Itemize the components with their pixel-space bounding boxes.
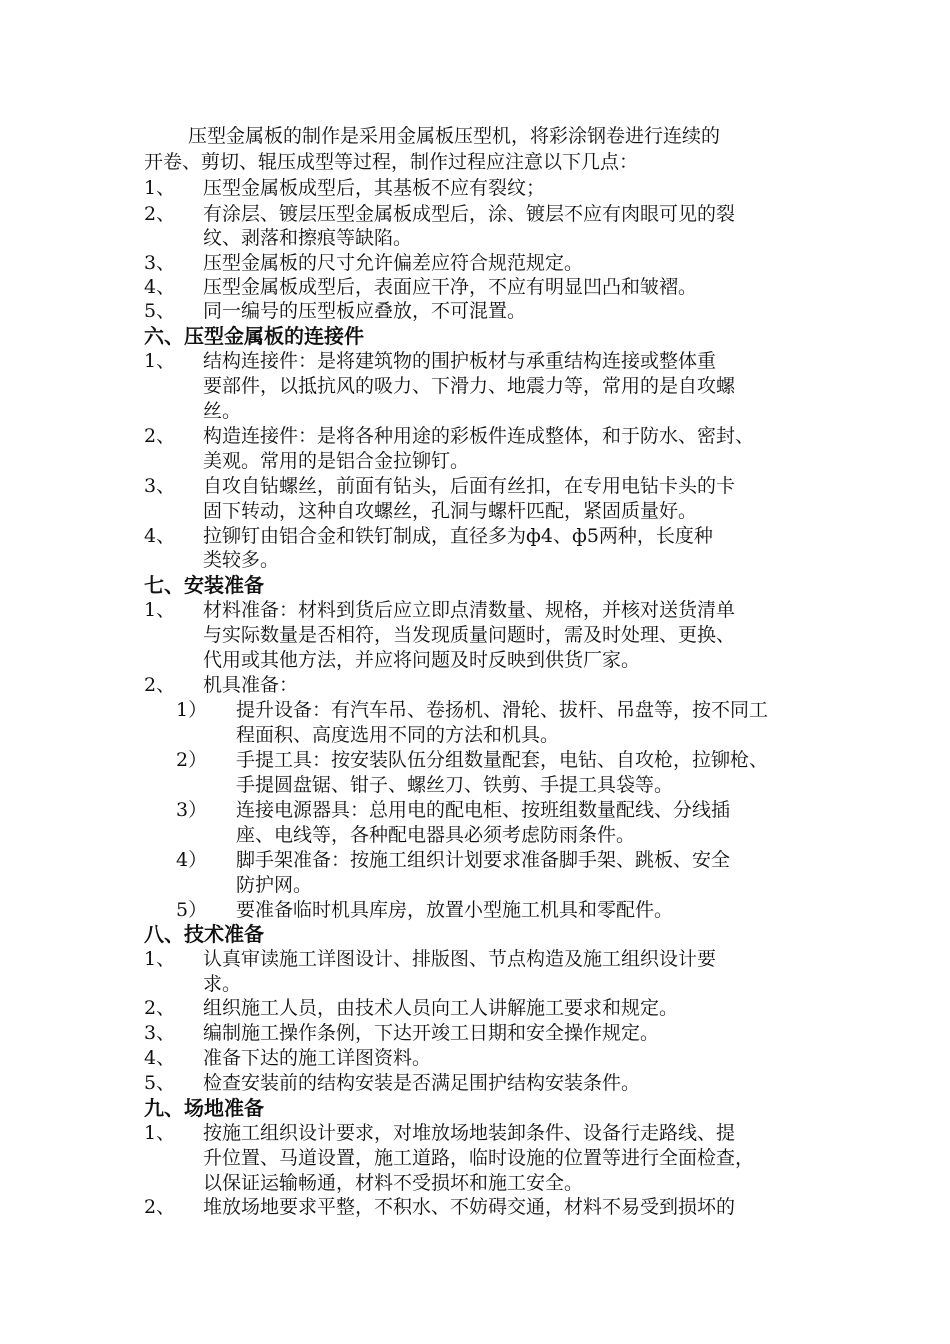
section-heading: 七、安装准备 [144, 573, 264, 597]
list-item-continuation: 丝。 [203, 400, 242, 422]
list-item: 2、 堆放场地要求平整，不积水、不妨碍交通，材料不易受到损坏的 [144, 1196, 736, 1218]
list-item-continuation: 升位置、马道设置，施工道路，临时设施的位置等进行全面检查， [203, 1147, 755, 1169]
list-item: 2、 机具准备： [144, 674, 299, 696]
list-item: 1、 材料准备：材料到货后应立即点清数量、规格，并核对送货清单 [144, 599, 736, 621]
list-item: 1、 认真审读施工详图设计、排版图、节点构造及施工组织设计要 [144, 948, 717, 970]
list-item: 5、 检查安装前的结构安装是否满足围护结构安装条件。 [144, 1072, 641, 1094]
list-item-continuation: 要部件，以抵抗风的吸力、下滑力、地震力等，常用的是自攻螺 [203, 375, 736, 397]
list-item: 3、 自攻自钻螺丝，前面有钻头，后面有丝扣，在专用电钻卡头的卡 [144, 475, 736, 497]
sub-list-item-continuation: 程面积、高度选用不同的方法和机具。 [236, 724, 560, 746]
sub-list-item: 1） 提升设备：有汽车吊、卷扬机、滑轮、拔杆、吊盘等，按不同工 [176, 699, 769, 721]
sub-list-item: 3） 连接电源器具：总用电的配电柜、按班组数量配线、分线插 [176, 799, 731, 821]
list-item-continuation: 代用或其他方法，并应将问题及时反映到供货厂家。 [203, 649, 641, 671]
list-item: 2、 构造连接件：是将各种用途的彩板件连成整体，和于防水、密封、 [144, 425, 755, 447]
list-item-continuation: 美观。常用的是铝合金拉铆钉。 [203, 450, 470, 472]
sub-list-item: 5） 要准备临时机具库房，放置小型施工机具和零配件。 [176, 899, 674, 921]
section-heading: 九、场地准备 [144, 1096, 264, 1120]
list-item: 3、 压型金属板的尺寸允许偏差应符合规范规定。 [144, 252, 584, 274]
sub-list-item-continuation: 防护网。 [236, 874, 313, 896]
sub-list-item: 2） 手提工具：按安装队伍分组数量配套，电钻、自攻枪，拉铆枪、 [176, 749, 769, 771]
sub-list-item-continuation: 座、电线等，各种配电器具必须考虑防雨条件。 [236, 824, 636, 846]
list-item-continuation: 以保证运输畅通，材料不受损坏和施工安全。 [203, 1172, 584, 1194]
list-item: 1、 压型金属板成型后，其基板不应有裂纹； [144, 177, 546, 199]
list-item: 5、 同一编号的压型板应叠放，不可混置。 [144, 300, 527, 322]
intro-line: 开卷、剪切、辊压成型等过程，制作过程应注意以下几点： [144, 151, 639, 173]
list-item: 2、 组织施工人员，由技术人员向工人讲解施工要求和规定。 [144, 997, 679, 1019]
list-item-continuation: 纹、剥落和擦痕等缺陷。 [203, 227, 413, 249]
list-item: 4、 压型金属板成型后，表面应干净，不应有明显凹凸和皱褶。 [144, 276, 698, 298]
list-item: 4、 拉铆钉由铝合金和铁钉制成，直径多为ф4、ф5两种，长度种 [144, 525, 713, 547]
sub-list-item-continuation: 手提圆盘锯、钳子、螺丝刀、铁剪、手提工具袋等。 [236, 774, 674, 796]
list-item-continuation: 类较多。 [203, 549, 280, 571]
list-item: 4、 准备下达的施工详图资料。 [144, 1047, 432, 1069]
sub-list-item: 4） 脚手架准备：按施工组织计划要求准备脚手架、跳板、安全 [176, 849, 731, 871]
list-item: 1、 按施工组织设计要求，对堆放场地装卸条件、设备行走路线、提 [144, 1122, 736, 1144]
list-item-continuation: 与实际数量是否相符，当发现质量问题时，需及时处理、更换、 [203, 624, 736, 646]
list-item: 1、 结构连接件：是将建筑物的围护板材与承重结构连接或整体重 [144, 350, 717, 372]
list-item: 3、 编制施工操作条例，下达开竣工日期和安全操作规定。 [144, 1022, 660, 1044]
section-heading: 八、技术准备 [144, 922, 264, 946]
intro-line: 压型金属板的制作是采用金属板压型机，将彩涂钢卷进行连续的 [188, 125, 721, 147]
list-item-continuation: 固下转动，这种自攻螺丝，孔洞与螺杆匹配，紧固质量好。 [203, 500, 698, 522]
list-item-continuation: 求。 [203, 973, 242, 995]
section-heading: 六、压型金属板的连接件 [144, 324, 364, 348]
list-item: 2、 有涂层、镀层压型金属板成型后，涂、镀层不应有肉眼可见的裂 [144, 203, 736, 225]
